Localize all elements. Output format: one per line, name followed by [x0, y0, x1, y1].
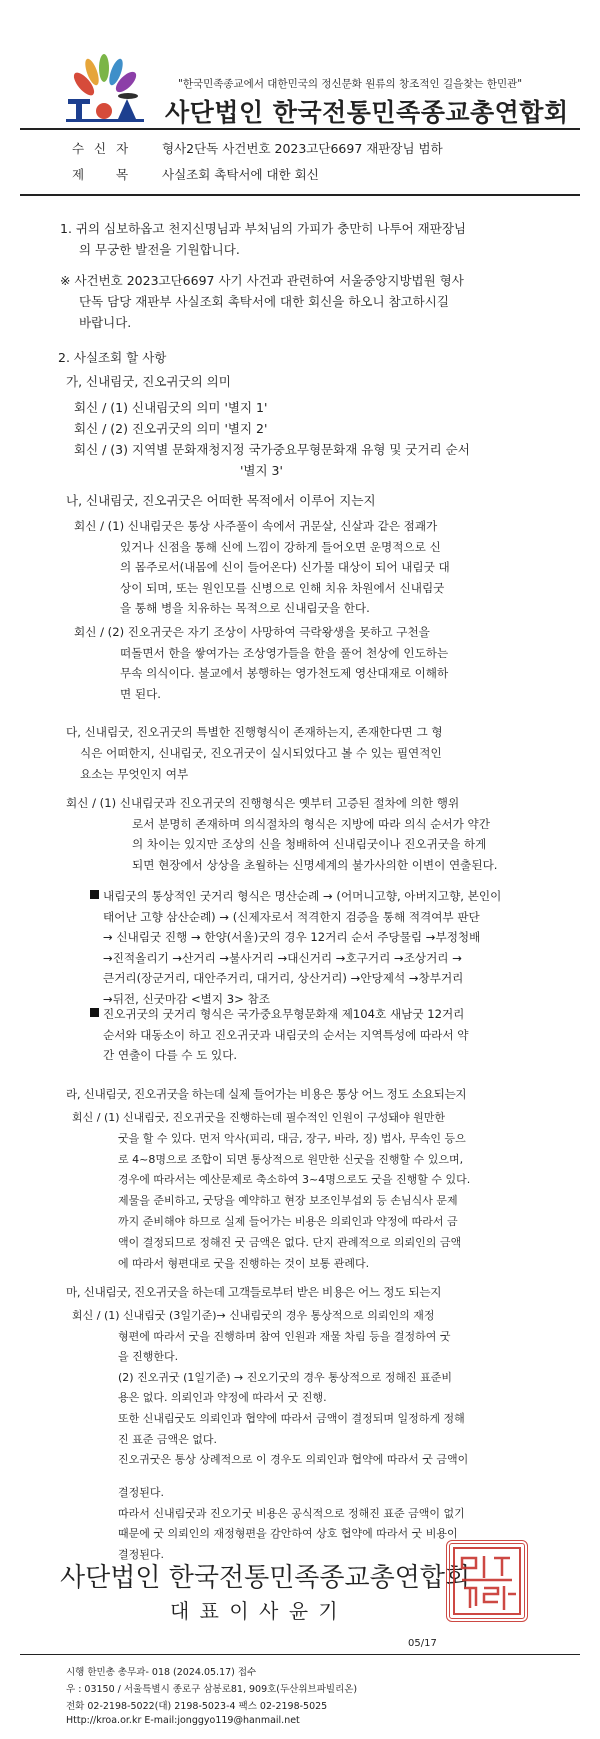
item-b-reply-1: 회신 / (1) 신내림굿은 통상 사주풀이 속에서 귀문살, 신살과 같은 점괘가 있거나 신점을 통해 신에 느낌이 강하게 들어오면 운명적으로 신 의 몸주로서(내몸에 신이 들어온다) 신가물 대상이 되어 내림굿 대 상이 되며, 또는 원인모를 신병으로 인해 치유 차원에서 신내림굿 을 통해 병을 치유하는 목적으로 신내림굿을 한다.	[74, 519, 450, 615]
recipient-label: 수 신 자	[72, 141, 132, 156]
paragraph-greeting: 1. 귀의 심보하옵고 천지신명님과 부처님의 가피가 충만히 나투어 재판장님 의 무궁한 발전을 기원합니다.	[60, 221, 466, 257]
header-divider-bottom	[20, 194, 580, 196]
subject-value: 사실조회 촉탁서에 대한 회신	[162, 167, 319, 182]
item-c-bullet-1: 내림굿의 통상적인 굿거리 형식은 명산순례 → (어머니고향, 아버지고향, 본인이 태어난 고향 삼산순례) → (신제자로서 적격한지 검증을 통해 적격여부 판단 → 신내림굿 진행 → 한양(서울)굿의 경우 12거리 순서 주당물림 →부정청배 →진적올리기 →산거리 →불사거리 →대신거리 →호구거리 →조상거리 → 큰거리(장군거리, 대안주거리, 대거리, 상산거리) →안당제석 →창부거리 →뒤전, 신굿마감 <별지 3> 참조	[90, 886, 501, 1009]
section-heading: 2. 사실조회 할 사항	[58, 350, 167, 365]
header-divider-top	[20, 128, 580, 130]
item-e-reply: 회신 / (1) 신내림굿 (3일기준)→ 신내림굿의 경우 통상적으로 의뢰인의 재정 형편에 따라서 굿을 진행하며 참여 인원과 재물 차림 등을 결정하여 굿 을 진행한다. (2) 진오귀굿 (1일기준) → 진오기굿의 경우 통상적으로 정해진 표준비 용은 없다. 의뢰인과 약정에 따라서 굿 진행. 또한 신내림굿도 의뢰인과 협약에 따라서 금액이 결정되며 일정하게 정해 진 표준 금액은 없다. 진오귀굿은 통상 상례적으로 이 경우도 의뢰인과 협약에 따라서 굿 금액이	[72, 1309, 469, 1467]
item-e-title: 마, 신내림굿, 진오귀굿을 하는데 고객들로부터 받은 비용은 어느 정도 되는지	[66, 1285, 442, 1299]
footer-address: 우 : 03150 / 서울특별시 종로구 삼봉로81, 909호(두산위브파빌리온)	[66, 1684, 358, 1695]
bullet-square-icon	[90, 1008, 99, 1017]
footer-divider	[20, 1654, 580, 1655]
footer-doc-no: 시행 한민총 총무과- 018 (2024.05.17) 접수	[66, 1667, 257, 1678]
item-b-title: 나, 신내림굿, 진오귀굿은 어떠한 목적에서 이루어 지는지	[66, 493, 376, 508]
item-c-bullet-2: 진오귀굿의 굿거리 형식은 국가중요무형문화재 제104호 새남굿 12거리 순서와 대동소이 하고 진오귀굿과 내림굿의 순서는 지역특성에 따라서 약 간 연출이 다를 수 도 있다.	[90, 1004, 468, 1066]
subject-label: 제 목	[72, 167, 129, 182]
official-seal	[446, 1540, 528, 1622]
header-org-name: 사단법인 한국전통민족종교총연합회	[165, 98, 569, 127]
page-number: 05/17	[408, 1638, 437, 1649]
logo-graphic	[64, 54, 146, 124]
signature-rep: 대 표 이 사 윤 기	[170, 1599, 340, 1623]
item-a-title: 가, 신내림굿, 진오귀굿의 의미	[66, 374, 231, 389]
item-a-replies: 회신 / (1) 신내림굿의 의미 '별지 1' 회신 / (2) 진오귀굿의 의미 '별지 2' 회신 / (3) 지역별 문화재청지정 국가중요무형문화재 유형 및 굿거리 순서 '별지 3'	[74, 400, 470, 478]
footer-web: Http://kroa.or.kr E-mail:jonggyo119@hanmail.net	[66, 1715, 300, 1726]
seal-graphic	[450, 1544, 524, 1618]
item-b-reply-2: 회신 / (2) 진오귀굿은 자기 조상이 사망하여 극락왕생을 못하고 구천을 떠돌면서 한을 쌓여가는 조상영가들을 한을 풀어 천상에 인도하는 무속 의식이다. 불교에서 봉행하는 영가천도제 영산대재로 이해하 면 된다.	[74, 625, 449, 701]
item-e-reply-end: 결정된다. 따라서 신내림굿과 진오기굿 비용은 공식적으로 정해진 표준 금액이 없기 때문에 굿 의뢰인의 재정형편을 감안하여 상호 협약에 따라서 굿 비용이 결정된다.	[118, 1486, 465, 1561]
item-d-reply-1: 회신 / (1) 신내림굿, 진오귀굿을 진행하는데 필수적인 인원이 구성돼야 원만한 굿을 할 수 있다. 먼저 악사(피리, 대금, 장구, 바라, 징) 법사, 무속인 등으 로 4~8명으로 조합이 되면 통상적으로 원만한 신굿을 진행할 수 있으며, 경우에 따라서는 예산문제로 축소하여 3~4명으로도 굿을 진행할 수 있다. 제물을 준비하고, 굿당을 예약하고 현장 보조인부섭외 등 손님식사 문제 까지 준비해야 하므로 실제 들어가는 비용은 의뢰인과 약정에 따라서 금 액이 결정되므로 정해진 굿 금액은 없다. 단지 관례적으로 의뢰인의 금액 에 따라서 형편대로 굿을 진행하는 것이 보통 관례다.	[72, 1111, 471, 1270]
logo	[64, 54, 146, 124]
footer-phone: 전화 02-2198-5022(대) 2198-5023-4 팩스 02-2198-5025	[66, 1701, 328, 1712]
bullet-square-icon	[90, 890, 99, 899]
item-c-reply-1: 회신 / (1) 신내림굿과 진오귀굿의 진행형식은 옛부터 고증된 절차에 의한 행위 로서 분명히 존재하며 의식절차의 형식은 지방에 따라 의식 순서가 약간 의 차이는 있지만 조상의 신을 청배하여 신내림굿이나 진오귀굿을 하게 되면 현장에서 상상을 초월하는 신명세계의 불가사의한 이변이 연출된다.	[66, 796, 498, 872]
item-d-title: 라, 신내림굿, 진오귀굿을 하는데 실제 들어가는 비용은 통상 어느 정도 소요되는지	[66, 1087, 467, 1101]
paragraph-notice: ※ 사건번호 2023고단6697 사기 사건과 관련하여 서울중앙지방법원 형사 단독 담당 재판부 사실조회 촉탁서에 대한 회신을 하오니 참고하시길 바랍니다.	[60, 273, 464, 330]
recipient-value: 형사2단독 사건번호 2023고단6697 재판장님 범하	[162, 141, 443, 156]
item-c-title: 다, 신내림굿, 진오귀굿의 특별한 진행형식이 존재하는지, 존재한다면 그 형 식은 어떠한지, 신내림굿, 진오귀굿이 실시되었다고 볼 수 있는 필연적인 요소는 무엇인지 여부	[66, 725, 443, 781]
signature-org: 사단법인 한국전통민족종교총연합회	[60, 1563, 471, 1593]
header-slogan: "한국민족종교에서 대한민국의 정신문화 원류의 창조적인 길을찾는 한민관"	[178, 78, 523, 90]
